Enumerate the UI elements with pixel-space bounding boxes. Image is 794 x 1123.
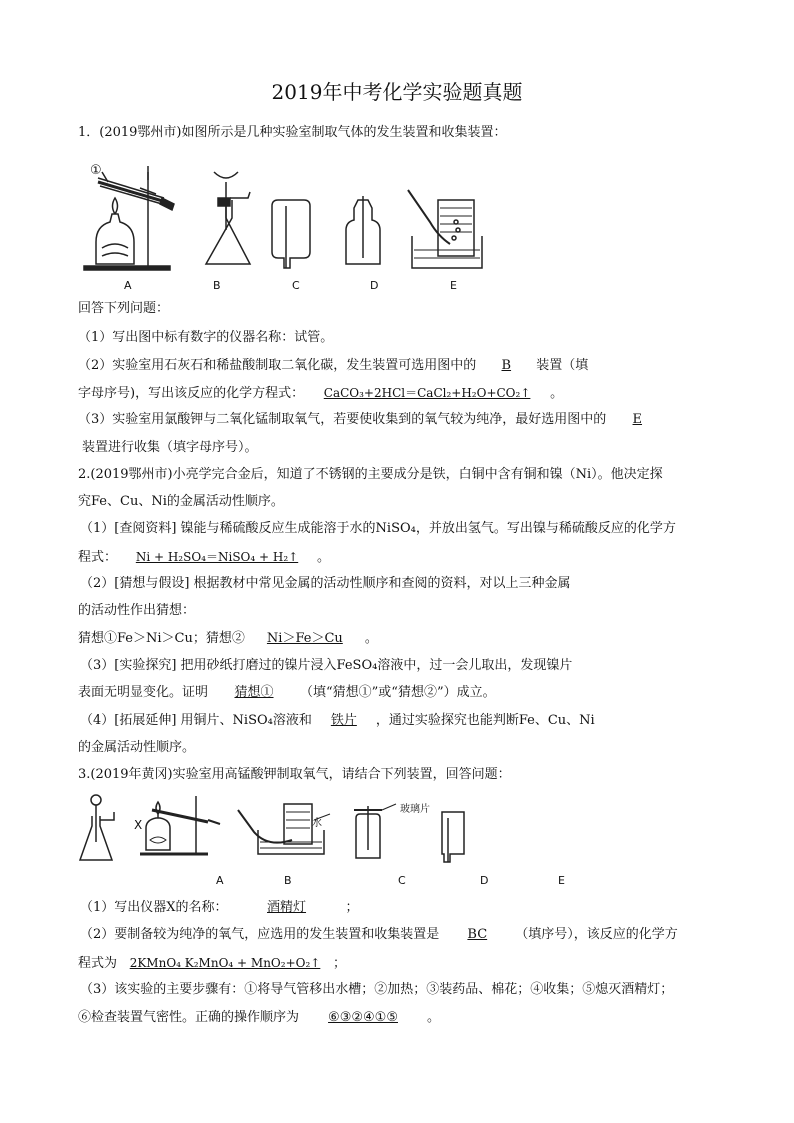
figure-label-1: ①: [90, 163, 102, 178]
answer-blank: B: [501, 358, 512, 373]
figure-label-a: A: [124, 279, 132, 292]
q1-part3-line2: 装置进行收集（填字母序号）。: [82, 440, 258, 455]
q2-part3-line1: （3）[实验探究] 把用砂纸打磨过的镍片浸入FeSO₄溶液中，过一会儿取出，发现镍片: [80, 658, 573, 673]
q1-part3-line1: （3）实验室用氯酸钾与二氧化锰制取氧气，若要使收集到的氧气较为纯净，最好选用图中的 E: [78, 411, 668, 429]
water-label: 水: [312, 818, 322, 829]
answer-blank: Ni + H₂SO₄＝NiSO₄ + H₂↑: [135, 550, 299, 564]
answer-blank: 酒精灯: [267, 900, 307, 915]
q1-stem: 1．(2019鄂州市)如图所示是几种实验室制取气体的发生装置和收集装置：: [78, 125, 507, 140]
collection-bottle-down-icon: [272, 200, 310, 268]
delivery-tube-icon: [408, 190, 450, 244]
answer-blank: ⑥③②④①⑤: [328, 1010, 398, 1025]
q3-part2-line2: 程式为 2KMnO₄ K₂MnO₄ + MnO₂+O₂↑ ；: [78, 956, 347, 971]
stand-base-icon: [84, 266, 170, 270]
figure-label-a: A: [216, 874, 224, 887]
q1-part2-line1: （2）实验室用石灰石和稀盐酸制取二氧化碳，发生装置可选用图中的 B 装置（填: [78, 358, 589, 373]
q3-stem: 3.(2019年黄冈)实验室用高锰酸钾制取氧气，请结合下列装置，回答问题：: [78, 767, 511, 782]
q2-part1-line1: （1）[查阅资料] 镍能与稀硫酸反应生成能溶于水的NiSO₄，并放出氢气。写出镍与稀硫酸反应的化学方: [80, 521, 676, 536]
q2-part2-line3: 猜想①Fe＞Ni＞Cu；猜想② Ni＞Fe＞Cu 。: [78, 631, 378, 646]
test-tube-icon: [98, 182, 166, 202]
q1-apparatus-figure: [78, 160, 498, 290]
figure-label-c: C: [292, 279, 300, 292]
q3-part3-line2: ⑥检查装置气密性。正确的操作顺序为 ⑥③②④①⑤ 。: [78, 1010, 441, 1025]
q3-part1: （1）写出仪器X的名称： 酒精灯 ；: [80, 900, 359, 915]
answer-blank: BC: [467, 927, 488, 942]
q1-part1: （1）写出图中标有数字的仪器名称：试管。: [78, 330, 334, 345]
q2-part4-line1: （4）[拓展延伸] 用铜片、NiSO₄溶液和 铁片 ，通过实验探究也能判断Fe、Cu、Ni: [80, 713, 595, 728]
q2-stem-line1: 2.(2019鄂州市)小亮学完合金后，知道了不锈钢的主要成分是铁，白铜中含有铜和镍（Ni）。他决定探: [78, 467, 663, 482]
q2-part3-line2: 表面无明显变化。证明 猜想① （填“猜想①”或“猜想②”）成立。: [78, 685, 496, 700]
q3-part2-line1: （2）要制备较为纯净的氧气，应选用的发生装置和收集装置是 BC （填序号），该反应的化学方: [80, 927, 678, 942]
collection-bottle-down-icon: [442, 812, 464, 862]
answer-blank: CaCO₃+2HCl＝CaCl₂+H₂O+CO₂↑: [323, 386, 531, 400]
q2-stem-line2: 究Fe、Cu、Ni的金属活动性顺序。: [78, 494, 284, 509]
figure-label-b: B: [213, 279, 221, 292]
answer-blank: Ni＞Fe＞Cu: [266, 631, 343, 646]
figure-label-e: E: [450, 279, 457, 292]
figure-label-b: B: [284, 874, 292, 887]
alcohol-lamp-icon: [146, 818, 170, 850]
instrument-x-label: X: [134, 818, 143, 832]
figure-label-d: D: [480, 874, 489, 887]
q2-part4-line2: 的金属活动性顺序。: [78, 740, 196, 755]
conical-flask-icon: [206, 200, 250, 264]
figure-label-c: C: [398, 874, 406, 887]
funnel-icon: [91, 795, 101, 805]
q1-prompt: 回答下列问题：: [78, 301, 170, 316]
q2-part1-line2: 程式： Ni + H₂SO₄＝NiSO₄ + H₂↑ 。: [78, 550, 331, 565]
q2-part2-line2: 的活动性作出猜想：: [78, 603, 196, 618]
answer-blank: 猜想①: [234, 685, 274, 700]
gas-jar-icon: [284, 804, 312, 844]
figure-label-d: D: [370, 279, 379, 292]
answer-blank: E: [632, 412, 643, 427]
flame-icon: [113, 198, 118, 214]
delivery-tube-icon: [230, 192, 250, 198]
answer-blank: 2KMnO₄ K₂MnO₄ + MnO₂+O₂↑: [129, 956, 321, 970]
figure-label-e: E: [558, 874, 565, 887]
test-tube-icon: [152, 810, 208, 822]
q3-part3-line1: （3）该实验的主要步骤有：①将导气管移出水槽；②加热；③装药品、棉花；④收集；⑤熄灭酒精灯；: [80, 982, 674, 997]
q1-part2-line2: 字母序号)，写出该反应的化学方程式： CaCO₃+2HCl＝CaCl₂+H₂O+CO₂↑ 。: [78, 386, 564, 401]
page-title: 2019年中考化学实验题真题: [271, 80, 523, 104]
q2-part2-line1: （2）[猜想与假设] 根据教材中常见金属的活动性顺序和查阅的资料，对以上三种金属: [80, 576, 571, 591]
answer-blank: 铁片: [330, 713, 357, 728]
glass-plate-label: 玻璃片: [400, 804, 430, 815]
alcohol-lamp-icon: [96, 214, 134, 264]
